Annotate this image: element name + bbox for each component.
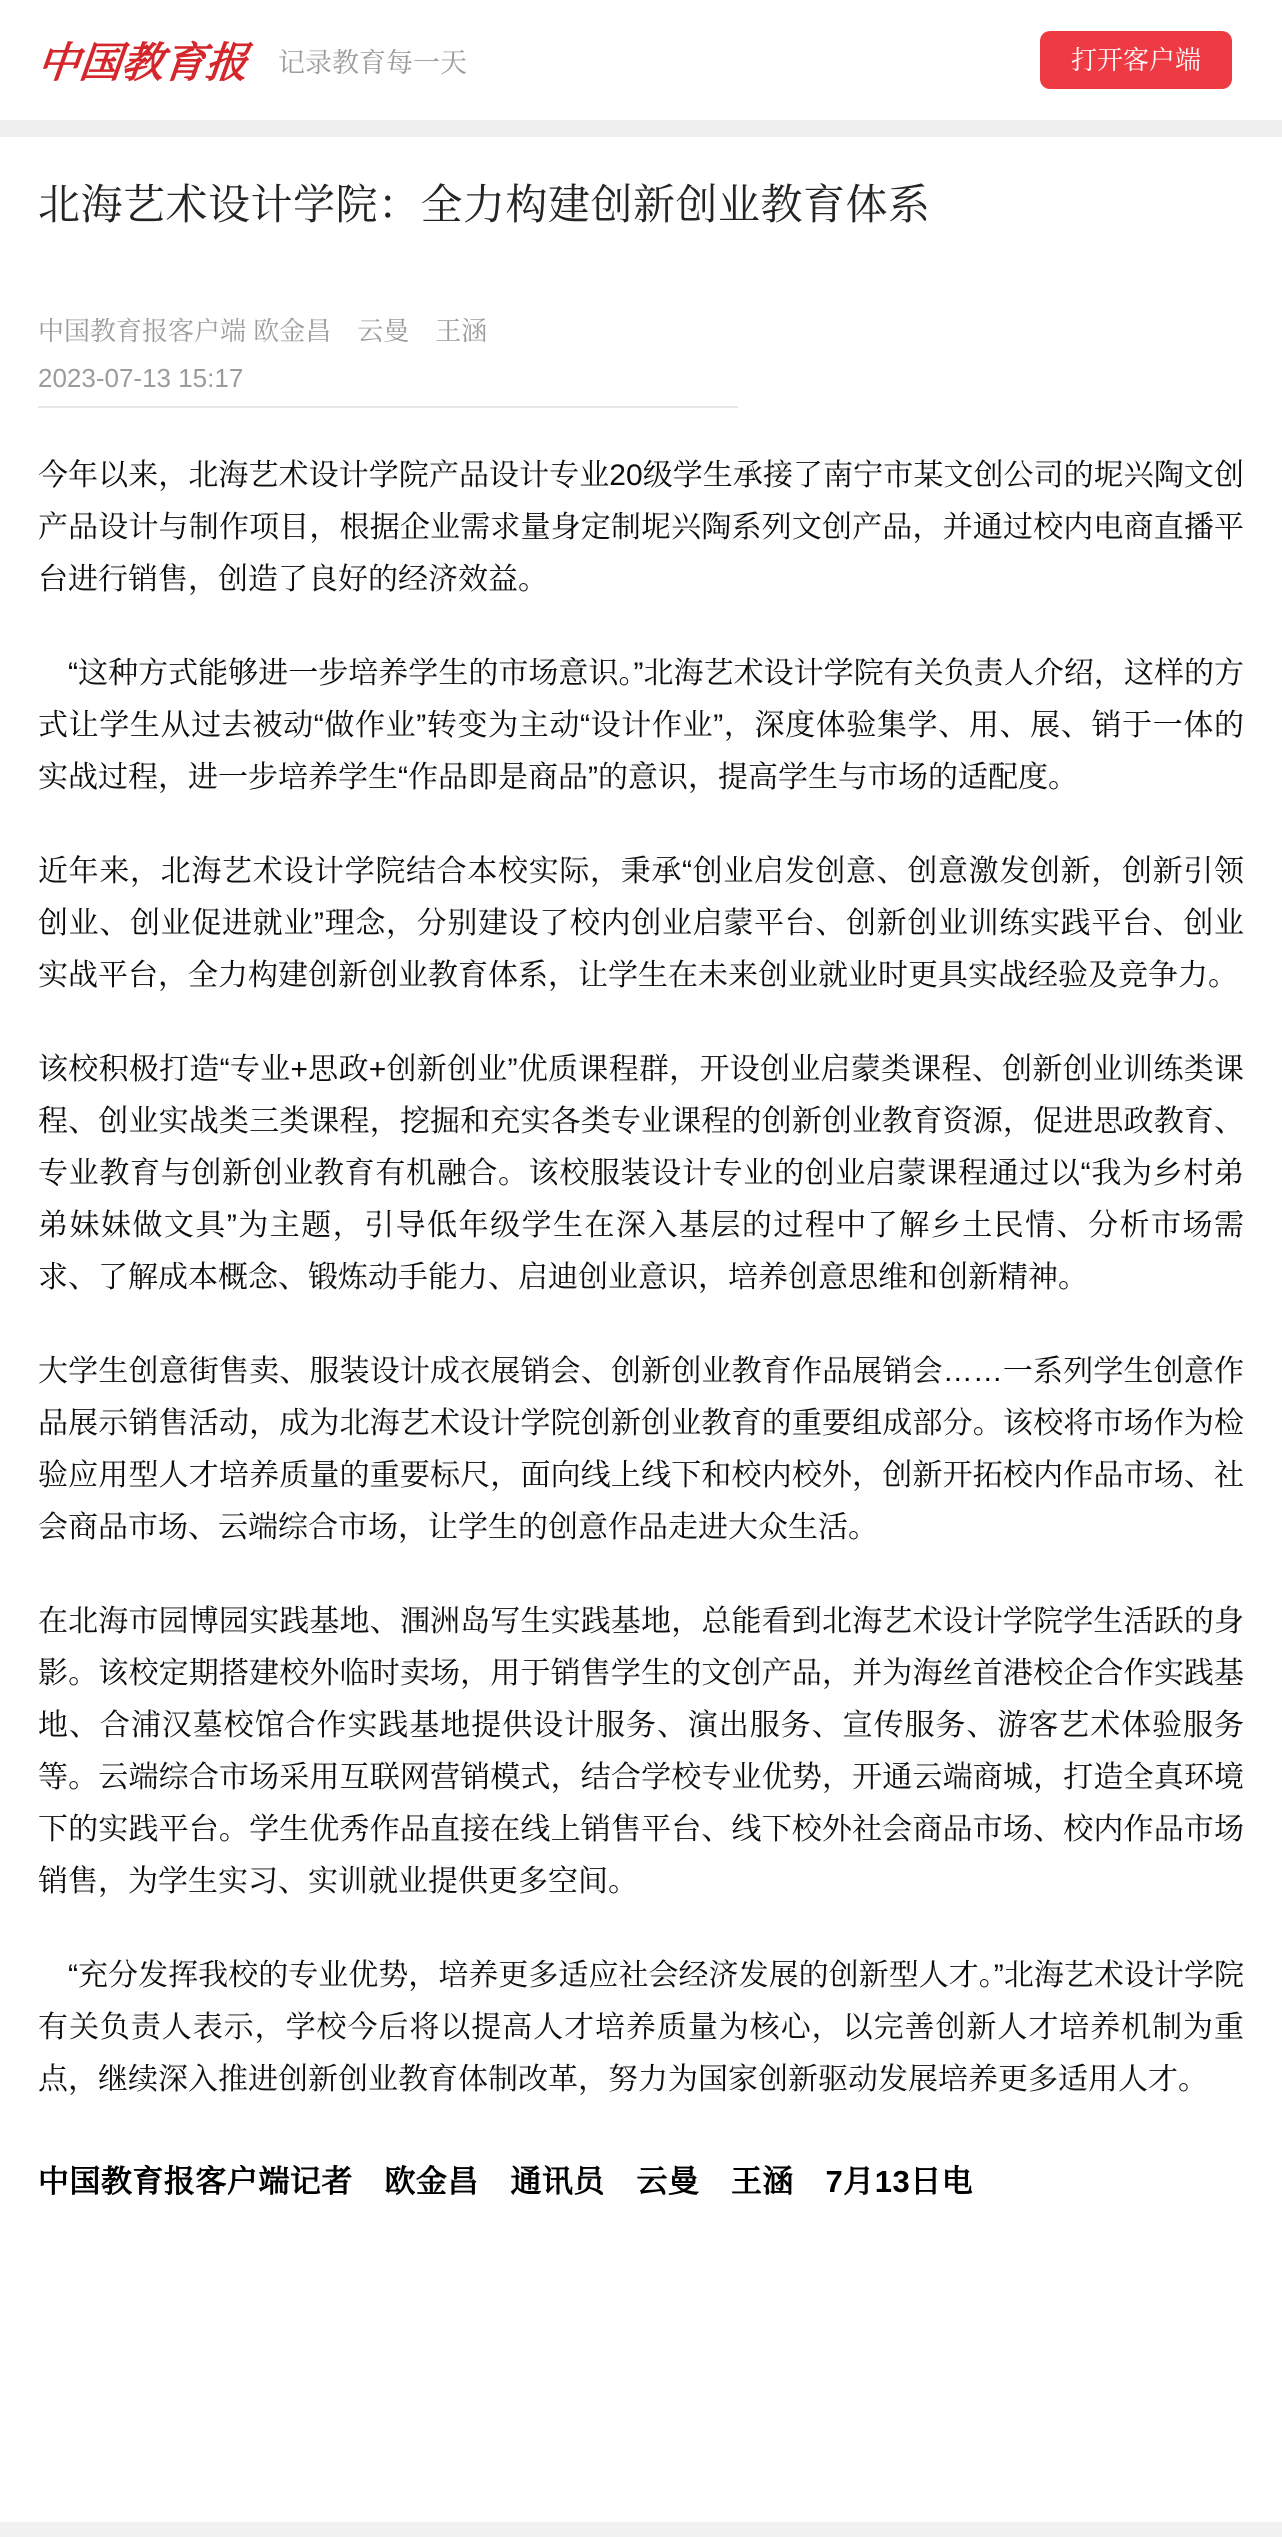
byline-block xyxy=(38,308,1244,402)
open-app-button[interactable]: 打开客户端 xyxy=(1040,31,1232,89)
header-divider-band xyxy=(0,120,1282,137)
article-title: 北海艺术设计学院：全力构建创新创业教育体系 xyxy=(38,181,931,228)
app-header xyxy=(0,0,1282,120)
article-paragraph: 大学生创意街售卖、服装设计成衣展销会、创新创业教育作品展销会……一系列学生创意作品展示销售活动，成为北海艺术设计学院创新创业教育的重要组成部分。该校将市场作为检验应用型人才培养质量的重要标尺，面向线上线下和校内校外，创新开拓校内作品市场、社会商品市场、云端综合市场，让学生的创意作品走进大众生活。 xyxy=(38,1354,1244,1544)
reporter-credit: 中国教育报客户端记者 欧金昌 通讯员 云曼 王涵 7月13日电 xyxy=(38,2163,974,2199)
brand-tagline: 记录教育每一天 xyxy=(278,47,468,78)
article-body xyxy=(38,450,1244,2106)
article-byline: 中国教育报客户端 欧金昌 云曼 王涵 xyxy=(38,315,488,346)
article-paragraph: 该校积极打造“专业+思政+创新创业”优质课程群，开设创业启蒙类课程、创新创业训练类课程、创业实战类三类课程，挖掘和充实各类专业课程的创新创业教育资源，促进思政教育、专业教育与创新创业教育有机融合。该校服装设计专业的创业启蒙课程通过以“我为乡村弟弟妹妹做文具”为主题，引导低年级学生在深入基层的过程中了解乡土民情、分析市场需求、了解成本概念、锻炼动手能力、启迪创业意识，培养创意思维和创新精神。 xyxy=(38,1052,1244,1294)
brand xyxy=(35,30,468,90)
article xyxy=(0,137,1282,2201)
article-paragraph: “这种方式能够进一步培养学生的市场意识。”北海艺术设计学院有关负责人介绍，这样的方式让学生从过去被动“做作业”转变为主动“设计作业”，深度体验集学、用、展、销于一体的实战过程，进一步培养学生“作品即是商品”的意识，提高学生与市场的适配度。 xyxy=(38,656,1244,794)
byline-divider xyxy=(38,406,738,408)
article-paragraph: 在北海市园博园实践基地、涠洲岛写生实践基地，总能看到北海艺术设计学院学生活跃的身影。该校定期搭建校外临时卖场，用于销售学生的文创产品，并为海丝首港校企合作实践基地、合浦汉墓校馆合作实践基地提供设计服务、演出服务、宣传服务、游客艺术体验服务等。云端综合市场采用互联网营销模式，结合学校专业优势，开通云端商城，打造全真环境下的实践平台。学生优秀作品直接在线上销售平台、线下校外社会商品市场、校内作品市场销售，为学生实习、实训就业提供更多空间。 xyxy=(38,1604,1244,1898)
brand-logo[interactable]: 中国教育报 xyxy=(35,41,251,87)
article-paragraph: “充分发挥我校的专业优势，培养更多适应社会经济发展的创新型人才。”北海艺术设计学院有关负责人表示，学校今后将以提高人才培养质量为核心，以完善创新人才培养机制为重点，继续深入推进创新创业教育体制改革，努力为国家创新驱动发展培养更多适用人才。 xyxy=(38,1958,1244,2096)
article-paragraph: 今年以来，北海艺术设计学院产品设计专业20级学生承接了南宁市某文创公司的坭兴陶文创产品设计与制作项目，根据企业需求量身定制坭兴陶系列文创产品，并通过校内电商直播平台进行销售，创造了良好的经济效益。 xyxy=(38,458,1244,596)
publish-time: 2023-07-13 15:17 xyxy=(38,362,244,393)
bottom-bar xyxy=(0,2522,1282,2537)
article-paragraph: 近年来，北海艺术设计学院结合本校实际，秉承“创业启发创意、创意激发创新，创新引领创业、创业促进就业”理念，分别建设了校内创业启蒙平台、创新创业训练实践平台、创业实战平台，全力构建创新创业教育体系，让学生在未来创业就业时更具实战经验及竞争力。 xyxy=(38,854,1244,992)
